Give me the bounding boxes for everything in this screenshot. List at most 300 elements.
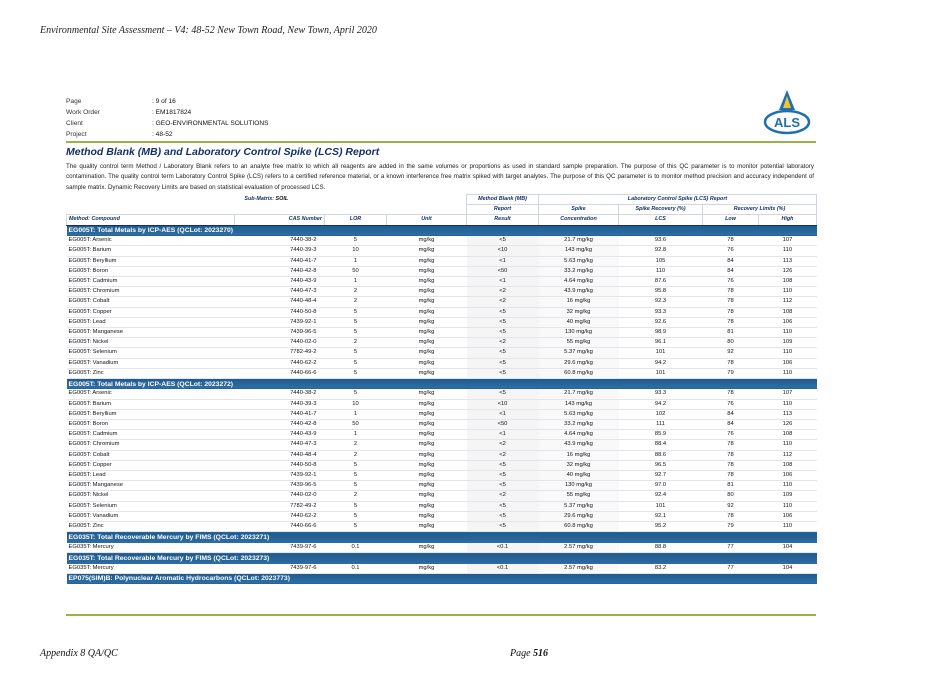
- compound: EG005T: Arsenic: [67, 236, 235, 246]
- spike-concentration: 40 mg/kg: [539, 471, 619, 481]
- unit: mg/kg: [387, 266, 467, 276]
- recovery-low: 78: [703, 511, 759, 521]
- lor: 2: [325, 297, 387, 307]
- cas-number: 7440-43-9: [235, 276, 325, 286]
- mb-result: <2: [467, 440, 539, 450]
- spike-concentration: 4.64 mg/kg: [539, 430, 619, 440]
- header-high: High: [759, 215, 817, 225]
- unit: mg/kg: [387, 389, 467, 399]
- recovery-low: 76: [703, 276, 759, 286]
- recovery-high: 109: [759, 338, 817, 348]
- recovery-low: 78: [703, 460, 759, 470]
- lor: 1: [325, 276, 387, 286]
- table-row: [67, 338, 817, 348]
- recovery-low: 78: [703, 236, 759, 246]
- lcs-recovery: 96.5: [619, 460, 703, 470]
- spike-concentration: 143 mg/kg: [539, 246, 619, 256]
- header-lcs: LCS: [619, 215, 703, 225]
- compound: EG005T: Zinc: [67, 368, 235, 378]
- spike-concentration: 143 mg/kg: [539, 399, 619, 409]
- lor: 5: [325, 348, 387, 358]
- footer-appendix: Appendix 8 QA/QC: [40, 648, 118, 659]
- recovery-high: 110: [759, 501, 817, 511]
- recovery-high: 110: [759, 368, 817, 378]
- lcs-recovery: 88.8: [619, 543, 703, 553]
- spike-concentration: 32 mg/kg: [539, 307, 619, 317]
- spike-concentration: 33.2 mg/kg: [539, 266, 619, 276]
- lcs-recovery: 92.1: [619, 511, 703, 521]
- cas-number: 7439-96-5: [235, 481, 325, 491]
- mb-result: <2: [467, 297, 539, 307]
- mb-result: <5: [467, 358, 539, 368]
- report-meta: [66, 96, 269, 140]
- recovery-low: 79: [703, 368, 759, 378]
- cas-number: 7439-97-6: [235, 543, 325, 553]
- header-rule: [66, 141, 816, 143]
- lor: 2: [325, 338, 387, 348]
- spike-concentration: 5.63 mg/kg: [539, 409, 619, 419]
- recovery-low: 92: [703, 348, 759, 358]
- table-row: [67, 358, 817, 368]
- table-row: [67, 430, 817, 440]
- cas-number: 7439-92-1: [235, 317, 325, 327]
- unit: mg/kg: [387, 327, 467, 337]
- logo-text: ALS: [774, 115, 800, 130]
- group-lcs: Laboratory Control Spike (LCS) Report: [539, 195, 817, 205]
- mb-result: <2: [467, 338, 539, 348]
- recovery-low: 80: [703, 338, 759, 348]
- recovery-low: 84: [703, 256, 759, 266]
- spike-concentration: 16 mg/kg: [539, 297, 619, 307]
- cas-number: 7439-96-5: [235, 327, 325, 337]
- recovery-low: 80: [703, 491, 759, 501]
- spike-concentration: 29.6 mg/kg: [539, 358, 619, 368]
- cas-number: 7440-48-4: [235, 297, 325, 307]
- compound: EG005T: Boron: [67, 266, 235, 276]
- recovery-low: 79: [703, 522, 759, 532]
- header-spike: Spike: [539, 205, 619, 215]
- cas-number: 7440-38-2: [235, 389, 325, 399]
- cas-number: 7440-50-8: [235, 460, 325, 470]
- compound: EG035T: Mercury: [67, 564, 235, 574]
- spike-concentration: 33.2 mg/kg: [539, 420, 619, 430]
- recovery-high: 106: [759, 511, 817, 521]
- recovery-high: 113: [759, 256, 817, 266]
- recovery-high: 107: [759, 389, 817, 399]
- mb-result: <5: [467, 317, 539, 327]
- header-lor: LOR: [325, 215, 387, 225]
- mb-result: <5: [467, 471, 539, 481]
- project-value: : 48-52: [152, 131, 173, 138]
- unit: mg/kg: [387, 420, 467, 430]
- lor: 1: [325, 430, 387, 440]
- footer-page: [510, 648, 548, 659]
- unit: mg/kg: [387, 564, 467, 574]
- lcs-recovery: 92.8: [619, 246, 703, 256]
- mb-result: <5: [467, 368, 539, 378]
- sub-matrix-value: SOIL: [275, 196, 289, 202]
- page-label: Page: [66, 98, 82, 105]
- lor: 1: [325, 409, 387, 419]
- section-header: [67, 378, 817, 389]
- cas-number: 7440-66-6: [235, 368, 325, 378]
- table-row: [67, 440, 817, 450]
- lcs-recovery: 92.7: [619, 471, 703, 481]
- mb-result: <50: [467, 266, 539, 276]
- cas-number: 7440-62-2: [235, 511, 325, 521]
- lor: 5: [325, 236, 387, 246]
- recovery-high: 126: [759, 420, 817, 430]
- cas-number: 7440-41-7: [235, 256, 325, 266]
- table-row: [67, 501, 817, 511]
- unit: mg/kg: [387, 511, 467, 521]
- recovery-high: 104: [759, 564, 817, 574]
- recovery-high: 106: [759, 358, 817, 368]
- mb-result: <0.1: [467, 564, 539, 574]
- sub-matrix: [67, 195, 467, 205]
- running-header: Environmental Site Assessment – V4: 48-52 New Town Road, New Town, April 2020: [40, 25, 377, 36]
- cas-number: 7440-62-2: [235, 358, 325, 368]
- compound: EG005T: Beryllium: [67, 256, 235, 266]
- mb-result: <1: [467, 430, 539, 440]
- spike-concentration: 21.7 mg/kg: [539, 236, 619, 246]
- compound: EG005T: Manganese: [67, 327, 235, 337]
- lcs-recovery: 83.2: [619, 564, 703, 574]
- header-result: Result: [467, 215, 539, 225]
- lcs-recovery: 110: [619, 266, 703, 276]
- recovery-low: 81: [703, 327, 759, 337]
- lcs-recovery: 93.6: [619, 236, 703, 246]
- recovery-low: 84: [703, 420, 759, 430]
- recovery-low: 77: [703, 564, 759, 574]
- recovery-high: 106: [759, 317, 817, 327]
- table-row: [67, 348, 817, 358]
- mb-result: <2: [467, 287, 539, 297]
- table-row: [67, 266, 817, 276]
- cas-number: 7440-02-0: [235, 491, 325, 501]
- lor: 5: [325, 358, 387, 368]
- section-title: EG005T: Total Metals by ICP-AES (QCLot: 2023270): [67, 225, 817, 236]
- recovery-low: 81: [703, 481, 759, 491]
- unit: mg/kg: [387, 471, 467, 481]
- lcs-recovery: 88.6: [619, 450, 703, 460]
- cas-number: 7440-48-4: [235, 450, 325, 460]
- table-row: [67, 256, 817, 266]
- recovery-low: 76: [703, 399, 759, 409]
- lcs-recovery: 98.9: [619, 327, 703, 337]
- lor: 2: [325, 491, 387, 501]
- mb-result: <1: [467, 256, 539, 266]
- section-title: EP075(SIM)B: Polynuclear Aromatic Hydrocarbons (QCLot: 2023773): [67, 573, 817, 584]
- table-row: [67, 420, 817, 430]
- section-title: EG035T: Total Recoverable Mercury by FIMS (QCLot: 2023271): [67, 532, 817, 543]
- recovery-high: 110: [759, 327, 817, 337]
- mb-result: <1: [467, 276, 539, 286]
- lcs-recovery: 92.4: [619, 491, 703, 501]
- unit: mg/kg: [387, 491, 467, 501]
- unit: mg/kg: [387, 440, 467, 450]
- compound: EG005T: Vanadium: [67, 358, 235, 368]
- cas-number: 7440-41-7: [235, 409, 325, 419]
- cas-number: 7439-92-1: [235, 471, 325, 481]
- compound: EG005T: Boron: [67, 420, 235, 430]
- recovery-low: 78: [703, 317, 759, 327]
- recovery-high: 108: [759, 307, 817, 317]
- table-row: [67, 511, 817, 521]
- unit: mg/kg: [387, 522, 467, 532]
- lcs-recovery: 95.2: [619, 522, 703, 532]
- spike-concentration: 5.37 mg/kg: [539, 348, 619, 358]
- section-header: [67, 553, 817, 564]
- unit: mg/kg: [387, 481, 467, 491]
- compound: EG005T: Manganese: [67, 481, 235, 491]
- recovery-high: 108: [759, 276, 817, 286]
- section-header: [67, 573, 817, 584]
- cas-number: 7440-38-2: [235, 236, 325, 246]
- compound: EG005T: Barium: [67, 399, 235, 409]
- recovery-high: 113: [759, 409, 817, 419]
- lor: 5: [325, 368, 387, 378]
- header-low: Low: [703, 215, 759, 225]
- compound: EG005T: Nickel: [67, 338, 235, 348]
- header-spike-recovery: Spike Recovery (%): [619, 205, 703, 215]
- project-label: Project: [66, 131, 87, 138]
- recovery-low: 78: [703, 440, 759, 450]
- footer-rule: [66, 614, 816, 616]
- lor: 5: [325, 481, 387, 491]
- group-method-blank: Method Blank (MB): [467, 195, 539, 205]
- spike-concentration: 55 mg/kg: [539, 338, 619, 348]
- recovery-high: 110: [759, 399, 817, 409]
- recovery-high: 110: [759, 522, 817, 532]
- header-row-columns: [67, 215, 817, 225]
- table-row: [67, 276, 817, 286]
- lor: 5: [325, 501, 387, 511]
- spike-concentration: 21.7 mg/kg: [539, 389, 619, 399]
- compound: EG005T: Cadmium: [67, 276, 235, 286]
- recovery-high: 112: [759, 450, 817, 460]
- lor: 0.1: [325, 564, 387, 574]
- unit: mg/kg: [387, 460, 467, 470]
- lcs-recovery: 88.4: [619, 440, 703, 450]
- compound: EG005T: Arsenic: [67, 389, 235, 399]
- cas-number: 7440-50-8: [235, 307, 325, 317]
- lcs-recovery: 101: [619, 501, 703, 511]
- lor: 5: [325, 389, 387, 399]
- lcs-recovery: 85.9: [619, 430, 703, 440]
- cas-number: 7440-43-9: [235, 430, 325, 440]
- lor: 5: [325, 511, 387, 521]
- table-row: [67, 246, 817, 256]
- lor: 0.1: [325, 543, 387, 553]
- recovery-high: 110: [759, 481, 817, 491]
- als-logo: [762, 88, 812, 136]
- compound: EG005T: Copper: [67, 307, 235, 317]
- table-row: [67, 543, 817, 553]
- compound: EG005T: Lead: [67, 317, 235, 327]
- unit: mg/kg: [387, 236, 467, 246]
- table-row: [67, 307, 817, 317]
- section-title: EG005T: Total Metals by ICP-AES (QCLot: 2023272): [67, 378, 817, 389]
- compound: EG005T: Copper: [67, 460, 235, 470]
- spike-concentration: 40 mg/kg: [539, 317, 619, 327]
- unit: mg/kg: [387, 317, 467, 327]
- recovery-high: 110: [759, 348, 817, 358]
- unit: mg/kg: [387, 256, 467, 266]
- spike-concentration: 130 mg/kg: [539, 481, 619, 491]
- sub-matrix-label: Sub-Matrix:: [244, 196, 275, 202]
- client-label: Client: [66, 120, 83, 127]
- recovery-low: 78: [703, 287, 759, 297]
- lcs-recovery: 111: [619, 420, 703, 430]
- lcs-recovery: 94.2: [619, 399, 703, 409]
- lcs-recovery: 101: [619, 368, 703, 378]
- header-row-sub: [67, 205, 817, 215]
- table-row: [67, 564, 817, 574]
- lcs-recovery: 94.2: [619, 358, 703, 368]
- mb-result: <10: [467, 399, 539, 409]
- lor: 50: [325, 266, 387, 276]
- header-concentration: Concentration: [539, 215, 619, 225]
- header-row-groups: [67, 195, 817, 205]
- compound: EG005T: Lead: [67, 471, 235, 481]
- cas-number: 7440-02-0: [235, 338, 325, 348]
- lor: 5: [325, 460, 387, 470]
- mb-result: <5: [467, 481, 539, 491]
- header-unit: Unit: [387, 215, 467, 225]
- table-row: [67, 236, 817, 246]
- table-row: [67, 327, 817, 337]
- table-row: [67, 450, 817, 460]
- recovery-low: 84: [703, 409, 759, 419]
- cas-number: 7782-49-2: [235, 348, 325, 358]
- unit: mg/kg: [387, 368, 467, 378]
- recovery-low: 77: [703, 543, 759, 553]
- recovery-high: 107: [759, 236, 817, 246]
- header-cas: CAS Number: [235, 215, 325, 225]
- lcs-recovery: 105: [619, 256, 703, 266]
- spike-concentration: 32 mg/kg: [539, 460, 619, 470]
- spike-concentration: 43.9 mg/kg: [539, 440, 619, 450]
- table-row: [67, 481, 817, 491]
- table-row: [67, 471, 817, 481]
- mb-result: <50: [467, 420, 539, 430]
- lor: 5: [325, 522, 387, 532]
- spike-concentration: 5.63 mg/kg: [539, 256, 619, 266]
- recovery-low: 76: [703, 246, 759, 256]
- mb-result: <0.1: [467, 543, 539, 553]
- mb-result: <2: [467, 491, 539, 501]
- recovery-high: 112: [759, 297, 817, 307]
- spike-concentration: 5.37 mg/kg: [539, 501, 619, 511]
- table-row: [67, 297, 817, 307]
- mb-result: <5: [467, 348, 539, 358]
- lor: 5: [325, 307, 387, 317]
- recovery-high: 110: [759, 440, 817, 450]
- lor: 5: [325, 471, 387, 481]
- mb-result: <10: [467, 246, 539, 256]
- mb-result: <5: [467, 327, 539, 337]
- lor: 1: [325, 256, 387, 266]
- lcs-recovery: 92.3: [619, 297, 703, 307]
- mb-result: <5: [467, 236, 539, 246]
- mb-result: <5: [467, 522, 539, 532]
- page-value: : 9 of 16: [152, 98, 176, 105]
- recovery-low: 92: [703, 501, 759, 511]
- table-row: [67, 399, 817, 409]
- compound: EG005T: Chromium: [67, 440, 235, 450]
- cas-number: 7439-97-6: [235, 564, 325, 574]
- table-row: [67, 368, 817, 378]
- table-row: [67, 460, 817, 470]
- mb-result: <5: [467, 460, 539, 470]
- lor: 2: [325, 287, 387, 297]
- spike-concentration: 43.9 mg/kg: [539, 287, 619, 297]
- lor: 50: [325, 420, 387, 430]
- report-description: The quality control term Method / Laboratory Blank refers to an analyte free matrix to which all reagents are added in the same volumes or proportions as used in standard sample preparation. The purpose of this QC parameter is to monitor potential laboratory contamination. The quality control term Laboratory Control Spike (LCS) refers to a certified reference material, or a known interference free matrix spiked with target analytes. The purpose of this QC parameter is to monitor method precision and accuracy independent of sample matrix. Dynamic Recovery Limits are based on statistical evaluation of processed LCS.: [66, 163, 814, 191]
- work-order-value: : EM1817824: [152, 109, 192, 116]
- compound: EG005T: Cobalt: [67, 297, 235, 307]
- recovery-low: 78: [703, 358, 759, 368]
- qc-table: [66, 194, 817, 584]
- recovery-low: 76: [703, 430, 759, 440]
- lcs-recovery: 93.3: [619, 307, 703, 317]
- lcs-recovery: 102: [619, 409, 703, 419]
- recovery-high: 108: [759, 430, 817, 440]
- cas-number: 7782-49-2: [235, 501, 325, 511]
- mb-result: <5: [467, 307, 539, 317]
- lcs-recovery: 101: [619, 348, 703, 358]
- header-report: Report: [467, 205, 539, 215]
- recovery-high: 108: [759, 460, 817, 470]
- spike-concentration: 2.57 mg/kg: [539, 543, 619, 553]
- lor: 10: [325, 246, 387, 256]
- unit: mg/kg: [387, 338, 467, 348]
- table-row: [67, 389, 817, 399]
- recovery-low: 78: [703, 471, 759, 481]
- footer-page-label: Page: [510, 648, 531, 659]
- unit: mg/kg: [387, 348, 467, 358]
- table-row: [67, 317, 817, 327]
- recovery-low: 84: [703, 266, 759, 276]
- compound: EG005T: Nickel: [67, 491, 235, 501]
- recovery-high: 106: [759, 471, 817, 481]
- recovery-low: 78: [703, 297, 759, 307]
- unit: mg/kg: [387, 430, 467, 440]
- cas-number: 7440-66-6: [235, 522, 325, 532]
- section-header: [67, 225, 817, 236]
- recovery-high: 104: [759, 543, 817, 553]
- recovery-low: 78: [703, 450, 759, 460]
- mb-result: <2: [467, 450, 539, 460]
- lor: 5: [325, 327, 387, 337]
- recovery-high: 110: [759, 246, 817, 256]
- spike-concentration: 60.8 mg/kg: [539, 368, 619, 378]
- mb-result: <5: [467, 501, 539, 511]
- mb-result: <5: [467, 389, 539, 399]
- lor: 10: [325, 399, 387, 409]
- work-order-label: Work Order: [66, 109, 100, 116]
- spike-concentration: 130 mg/kg: [539, 327, 619, 337]
- lor: 5: [325, 317, 387, 327]
- spike-concentration: 2.57 mg/kg: [539, 564, 619, 574]
- lcs-recovery: 97.0: [619, 481, 703, 491]
- spike-concentration: 4.64 mg/kg: [539, 276, 619, 286]
- lcs-recovery: 87.6: [619, 276, 703, 286]
- unit: mg/kg: [387, 307, 467, 317]
- section-title: EG035T: Total Recoverable Mercury by FIMS (QCLot: 2023273): [67, 553, 817, 564]
- compound: EG005T: Cobalt: [67, 450, 235, 460]
